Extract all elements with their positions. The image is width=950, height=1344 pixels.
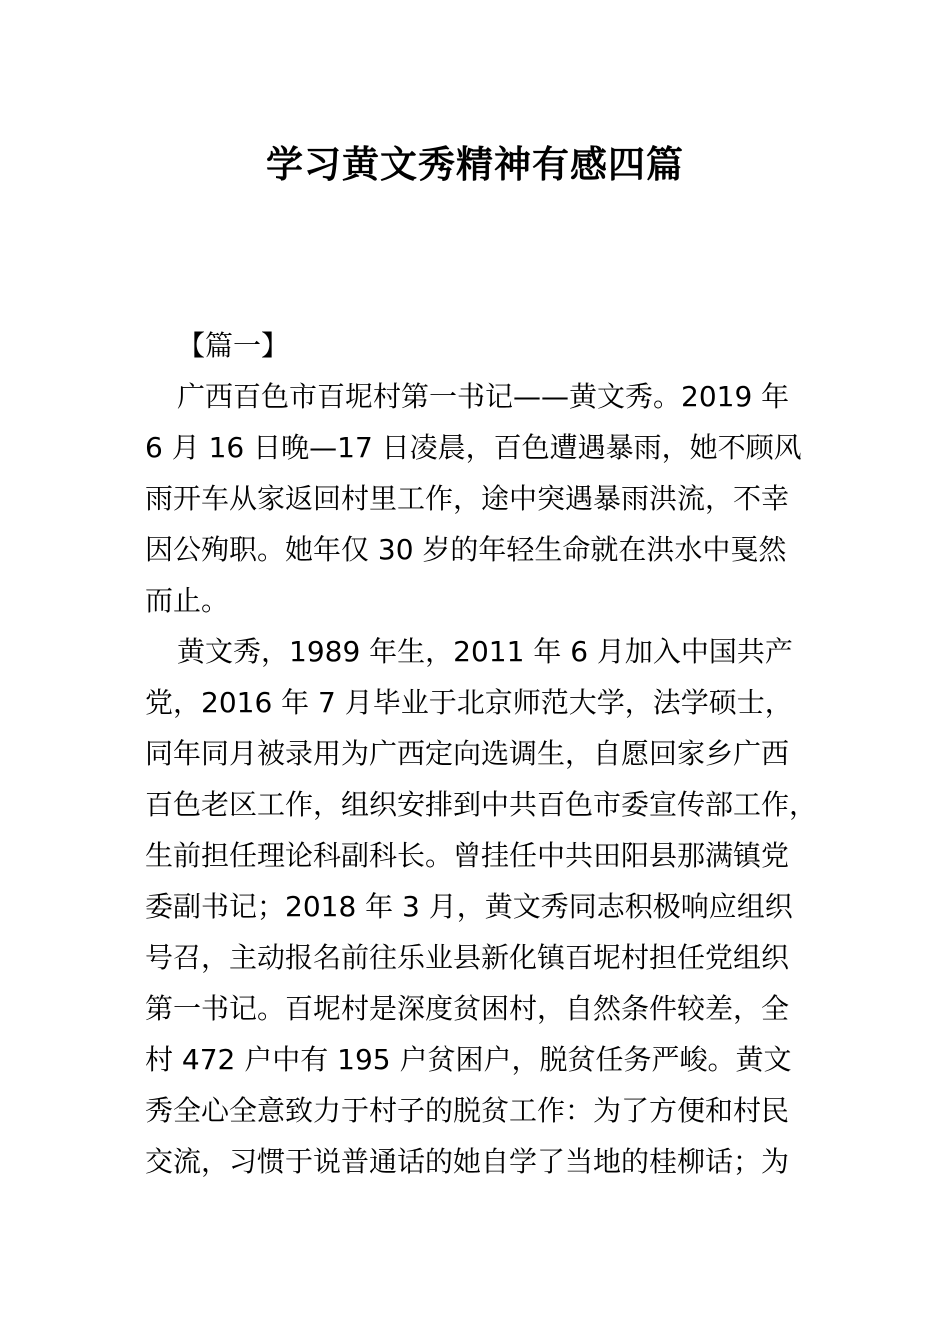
paragraph-line: 村 472 户中有 195 户贫困户，脱贫任务严峻。黄文 [145,1043,792,1076]
paragraph-line: 生前担任理论科副科长。曾挂任中共田阳县那满镇党 [145,839,790,872]
document-title: 学习黄文秀精神有感四篇 [266,143,684,186]
paragraph-line: 百色老区工作，组织安排到中共百色市委宣传部工作， [145,788,818,821]
section-heading: 【篇一】 [177,329,290,362]
paragraph-line: 交流，习惯于说普通话的她自学了当地的桂柳话；为 [145,1145,790,1178]
document-body [145,323,818,1190]
paragraph-line: 6 月 16 日晚—17 日凌晨，百色遭遇暴雨，她不顾风 [145,431,802,464]
paragraph-line: 委副书记；2018 年 3 月，黄文秀同志积极响应组织 [145,890,793,923]
paragraph-line: 同年同月被录用为广西定向选调生，自愿回家乡广西 [145,737,790,770]
paragraph-line: 党，2016 年 7 月毕业于北京师范大学，法学硕士， [145,686,793,719]
paragraph-line: 广西百色市百坭村第一书记——黄文秀。2019 年 [177,380,790,413]
paragraph-line: 黄文秀，1989 年生，2011 年 6 月加入中国共产 [177,635,793,668]
paragraph-line: 雨开车从家返回村里工作，途中突遇暴雨洪流，不幸 [145,482,790,515]
paragraph-line: 秀全心全意致力于村子的脱贫工作：为了方便和村民 [145,1094,790,1127]
paragraph-line: 因公殉职。她年仅 30 岁的年轻生命就在洪水中戛然 [145,533,787,566]
paragraph-line: 而止。 [145,584,230,617]
paragraph-line: 第一书记。百坭村是深度贫困村，自然条件较差，全 [145,992,790,1025]
paragraph-line: 号召，主动报名前往乐业县新化镇百坭村担任党组织 [145,941,790,974]
